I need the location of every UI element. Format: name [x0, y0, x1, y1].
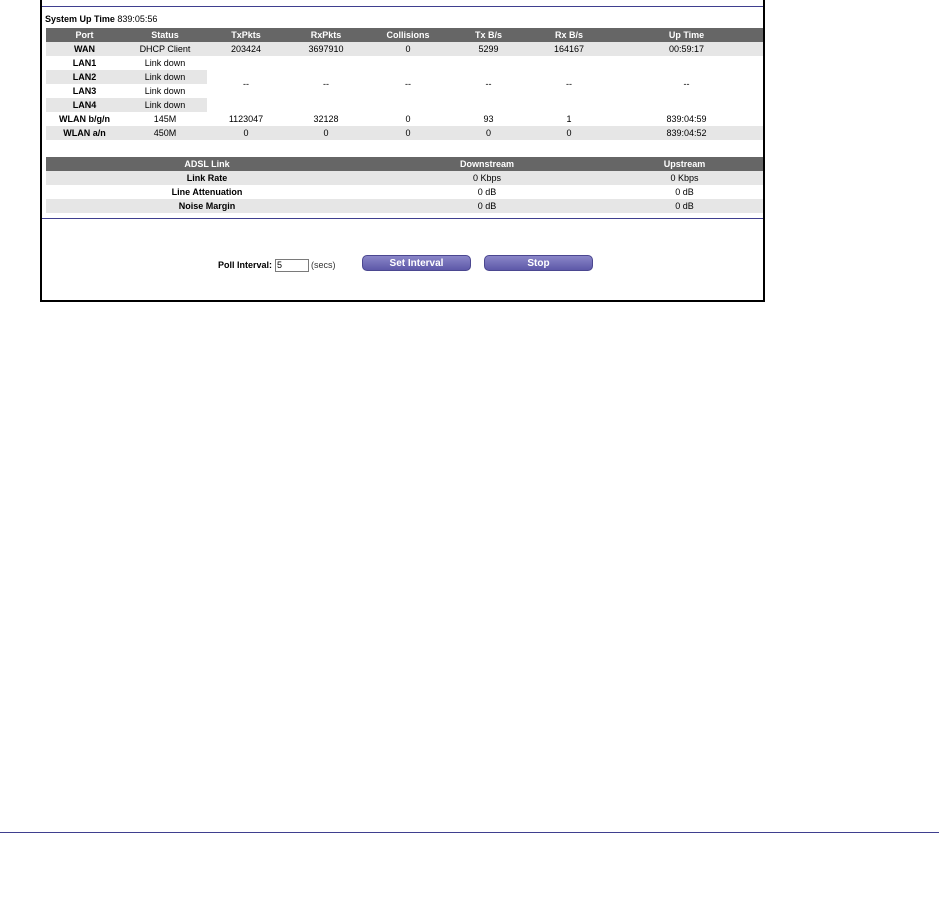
set-interval-button[interactable]: Set Interval — [362, 255, 471, 271]
top-divider — [42, 6, 763, 7]
column-header: Upstream — [606, 157, 763, 171]
table-cell: WAN — [46, 42, 123, 56]
table-cell: 164167 — [528, 42, 610, 56]
table-cell: 0 Kbps — [368, 171, 606, 185]
table-cell: 450M — [123, 126, 207, 140]
adsl-link-table — [46, 157, 763, 213]
table-cell: 0 dB — [477, 187, 497, 197]
table-cell: 0 — [449, 126, 528, 140]
adsl-header-row — [46, 157, 763, 171]
table-cell: -- — [405, 79, 411, 89]
table-cell: -- — [683, 79, 690, 89]
table-row-lan1 — [46, 56, 763, 70]
column-header: Downstream — [368, 157, 606, 171]
table-cell: 0 dB — [368, 199, 606, 213]
column-header: RxPkts — [285, 28, 367, 42]
bottom-divider — [42, 218, 763, 219]
table-cell: 32128 — [313, 114, 339, 124]
table-cell: 0 — [405, 114, 411, 124]
table-row-line-attenuation — [46, 185, 763, 199]
table-cell: 839:04:59 — [666, 114, 707, 124]
table-row-link-rate — [46, 171, 763, 185]
table-cell: 5299 — [449, 42, 528, 56]
table-cell: Line Attenuation — [171, 187, 243, 197]
system-uptime-value: 839:05:56 — [117, 14, 158, 24]
column-header: Collisions — [367, 28, 449, 42]
table-cell: 145M — [153, 114, 177, 124]
table-row-wlan-bgn — [46, 112, 763, 126]
table-cell: DHCP Client — [123, 42, 207, 56]
table-cell: 0 — [367, 126, 449, 140]
table-cell: 839:04:52 — [610, 126, 763, 140]
table-cell: Link down — [123, 70, 207, 84]
table-row-noise-margin — [46, 199, 763, 213]
column-header: ADSL Link — [46, 157, 368, 171]
table-cell: LAN3 — [72, 86, 97, 96]
table-cell: 0 — [528, 126, 610, 140]
table-cell: Noise Margin — [46, 199, 368, 213]
column-header: Port — [46, 28, 123, 42]
stats-header-row — [46, 28, 763, 42]
table-cell: 0 — [285, 126, 367, 140]
table-cell: Link down — [144, 58, 186, 68]
table-cell: LAN2 — [46, 70, 123, 84]
column-header: TxPkts — [207, 28, 285, 42]
table-row-wlan-an — [46, 126, 763, 140]
table-cell: 1 — [566, 114, 572, 124]
system-uptime-label: System Up Time — [45, 14, 115, 24]
poll-interval-row — [218, 257, 336, 273]
table-cell: WLAN a/n — [46, 126, 123, 140]
table-cell: 203424 — [207, 42, 285, 56]
table-cell: Link down — [144, 86, 186, 96]
table-cell: 1123047 — [228, 114, 264, 124]
table-cell: -- — [485, 79, 492, 89]
stop-button[interactable]: Stop — [484, 255, 593, 271]
table-cell: 0 — [207, 126, 285, 140]
router-statistics-panel — [40, 0, 765, 302]
table-cell: Link Rate — [46, 171, 368, 185]
column-header: Up Time — [610, 28, 763, 42]
table-cell: 0 Kbps — [606, 171, 763, 185]
table-cell: 0 — [367, 42, 449, 56]
port-statistics-table — [46, 28, 763, 140]
poll-interval-label: Poll Interval: — [218, 260, 273, 270]
table-cell: -- — [323, 79, 329, 89]
table-cell: 93 — [483, 114, 494, 124]
table-cell: 3697910 — [285, 42, 367, 56]
table-cell: LAN4 — [46, 98, 123, 112]
poll-interval-unit: (secs) — [311, 260, 336, 270]
table-cell: Link down — [123, 98, 207, 112]
table-cell: 0 dB — [675, 187, 694, 197]
page-footer-divider — [0, 832, 939, 833]
column-header: Status — [123, 28, 207, 42]
table-cell: 0 dB — [606, 199, 763, 213]
column-header: Rx B/s — [528, 28, 610, 42]
table-cell: -- — [243, 79, 249, 89]
poll-interval-input[interactable] — [275, 259, 309, 272]
table-cell: -- — [566, 79, 572, 89]
table-cell: LAN1 — [72, 58, 97, 68]
column-header: Tx B/s — [449, 28, 528, 42]
table-row-wan — [46, 42, 763, 56]
system-uptime — [45, 14, 157, 25]
table-cell: 00:59:17 — [610, 42, 763, 56]
table-cell: WLAN b/g/n — [59, 114, 110, 124]
